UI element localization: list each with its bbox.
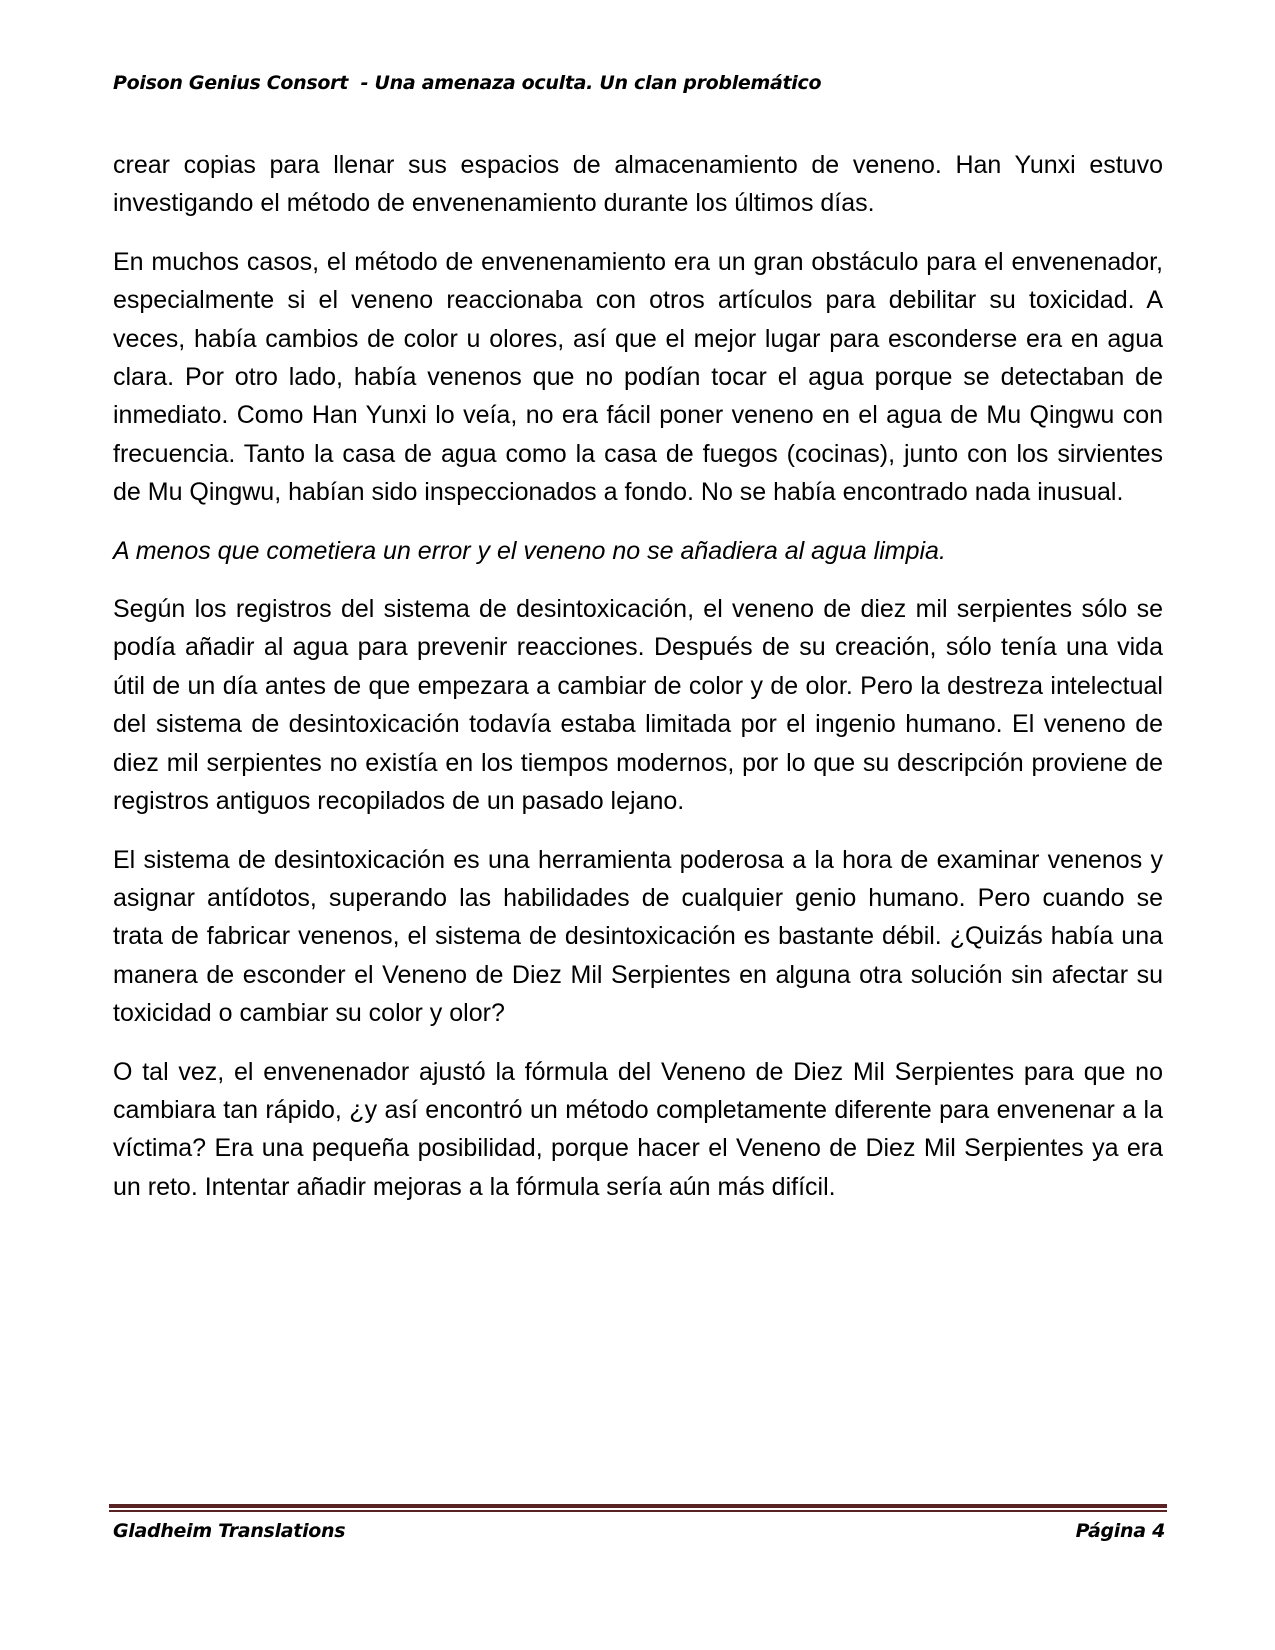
paragraph: En muchos casos, el método de envenenamiento era un gran obstáculo para el envenenador, especialmente si el veneno reaccionaba con otros artículos para debilitar su toxicidad. A veces, había cambios de color u olores, así que el mejor lugar para esconderse era en agua clara. Por otro lado, había venenos que no podían tocar el agua porque se detectaban de inmediato. Como Han Yunxi lo veía, no era fácil poner veneno en el agua de Mu Qingwu con frecuencia. Tanto la casa de agua como la casa de fuegos (cocinas), junto con los sirvientes de Mu Qingwu, habían sido inspeccionados a fondo. No se había encontrado nada inusual. [113, 247, 1163, 507]
footer-divider-thick [109, 1504, 1167, 1508]
paragraph: crear copias para llenar sus espacios de almacenamiento de veneno. Han Yunxi estuvo investigando el método de envenenamiento durante los últimos días. [113, 151, 1163, 218]
page-number: Página 4 [1075, 1520, 1165, 1542]
page-body [113, 146, 1163, 1226]
running-header: Poison Genius Consort - Una amenaza oculta. Un clan problemático [113, 72, 822, 94]
paragraph: O tal vez, el envenenador ajustó la fórmula del Veneno de Diez Mil Serpientes para que no cambiara tan rápido, ¿y así encontró un método completamente diferente para envenenar a la víctima? Era una pequeña posibilidad, porque hacer el Veneno de Diez Mil Serpientes ya era un reto. Intentar añadir mejoras a la fórmula sería aún más difícil. [113, 1057, 1163, 1201]
paragraph: El sistema de desintoxicación es una herramienta poderosa a la hora de examinar venenos y asignar antídotos, superando las habilidades de cualquier genio humano. Pero cuando se trata de fabricar venenos, el sistema de desintoxicación es bastante débil. ¿Quizás había una manera de esconder el Veneno de Diez Mil Serpientes en alguna otra solución sin afectar su toxicidad o cambiar su color y olor? [113, 845, 1163, 1028]
footer-divider-thin [109, 1510, 1167, 1512]
footer-credit: Gladheim Translations [113, 1520, 346, 1542]
italic-paragraph: A menos que cometiera un error y el veneno no se añadiera al agua limpia. [113, 536, 946, 565]
footer-divider [109, 1504, 1167, 1512]
paragraph: Según los registros del sistema de desintoxicación, el veneno de diez mil serpientes sólo se podía añadir al agua para prevenir reacciones. Después de su creación, sólo tenía una vida útil de un día antes de que empezara a cambiar de color y de olor. Pero la destreza intelectual del sistema de desintoxicación todavía estaba limitada por el ingenio humano. El veneno de diez mil serpientes no existía en los tiempos modernos, por lo que su descripción proviene de registros antiguos recopilados de un pasado lejano. [113, 595, 1163, 816]
